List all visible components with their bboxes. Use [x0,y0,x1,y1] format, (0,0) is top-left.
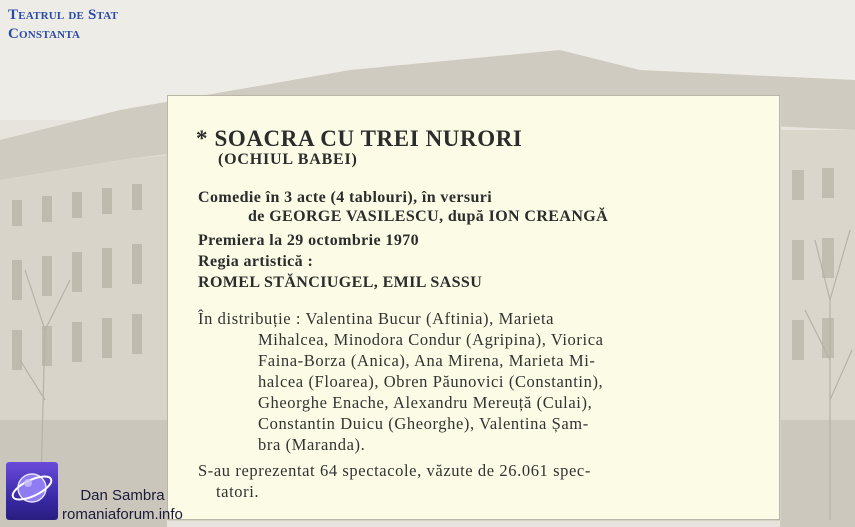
play-subtitle: (OCHIUL BABEI) [218,151,358,168]
genre-line-2: de GEORGE VASILESCU, după ION CREANGĂ [248,208,609,225]
cast-line: În distribuție : Valentina Bucur (Aftinia), Marieta [198,309,555,328]
cast-line: Constantin Duicu (Gheorghe), Valentina Șam- [258,414,589,433]
cast-line: Mihalcea, Minodora Condur (Agripina), Viorica [258,330,604,349]
performances-count: S-au reprezentat 64 spectacole, văzute de 26.061 spec- [198,461,591,480]
directors: ROMEL STĂNCIUGEL, EMIL SASSU [198,274,483,291]
site-title [8,6,118,44]
credit-site-link[interactable]: romaniaforum.info [62,506,183,523]
cast-line: Faina-Borza (Anica), Ana Mirena, Marieta Mi- [258,351,596,370]
performances-count-cont: tatori. [216,482,260,501]
site-title-line1: Teatrul de Stat [8,7,119,23]
credit-author: Dan Sambra [80,487,165,504]
play-title: * SOACRA CU TREI NURORI [196,126,523,151]
globe-logo-icon [6,462,58,520]
premiere-date: Premiera la 29 octombrie 1970 [198,232,420,249]
program-note-card [167,95,780,520]
genre-line-1: Comedie în 3 acte (4 tablouri), în versuri [198,189,493,206]
site-title-line2: Constanta [8,26,81,42]
cast-line: Gheorghe Enache, Alexandru Mereuță (Culai), [258,393,593,412]
credits [62,486,183,524]
cast-line: bra (Maranda). [258,435,366,454]
cast-line: halcea (Floarea), Obren Păunovici (Constantin), [258,372,604,391]
direction-label: Regia artistică : [198,253,314,270]
